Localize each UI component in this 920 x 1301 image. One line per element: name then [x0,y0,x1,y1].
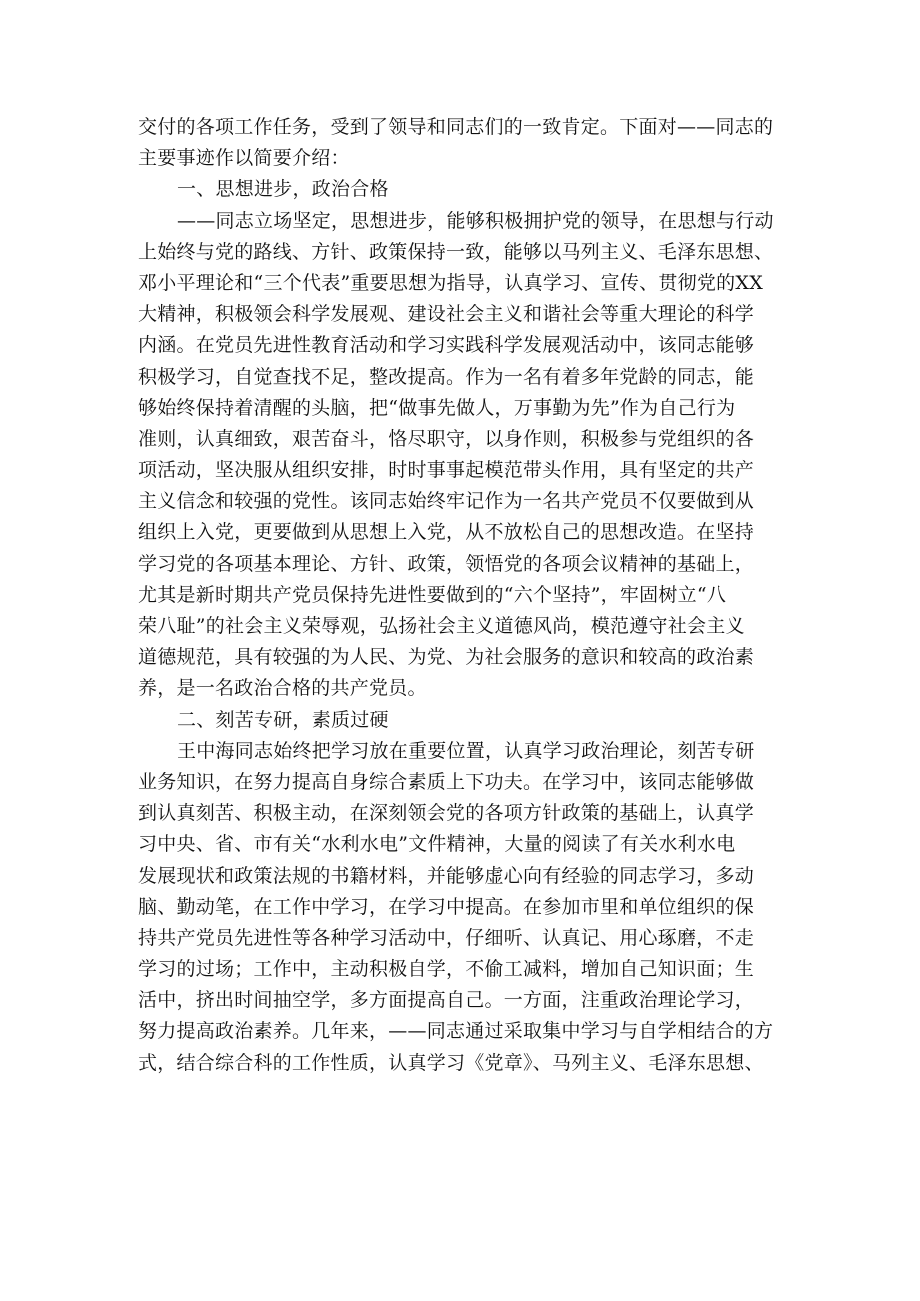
text-line: 内涵。在党员先进性教育活动和学习实践科学发展观活动中，该同志能够 [138,334,755,357]
text-line: 学习党的各项基本理论、方针、政策，领悟党的各项会议精神的基础上， [138,552,755,575]
text-line: 积极学习，自觉查找不足，整改提高。作为一名有着多年党龄的同志，能 [138,365,755,388]
text-line: 够始终保持着清醒的头脑，把“做事先做人，万事勤为先”作为自己行为 [138,396,736,419]
text-line: 养，是一名政治合格的共产党员。 [138,677,427,700]
text-line: 主义信念和较强的党性。该同志始终牢记作为一名共产党员不仅要做到从 [138,490,755,513]
paragraph-start: 王中海同志始终把学习放在重要位置，认真学习政治理论，刻苦专研 [177,739,755,762]
text-line: 到认真刻苦、积极主动，在深刻领会党的各项方针政策的基础上，认真学 [138,802,755,825]
text-line: 脑、勤动笔，在工作中学习，在学习中提高。在参加市里和单位组织的保 [138,895,755,918]
text-line: 大精神，积极领会科学发展观、建设社会主义和谐社会等重大理论的科学 [138,303,755,326]
text-line: 交付的各项工作任务，受到了领导和同志们的一致肯定。下面对——同志的 [138,116,774,138]
text-line: 努力提高政治素养。几年来，——同志通过采取集中学习与自学相结合的方 [138,1020,774,1043]
text-line: 学习的过场；工作中，主动积极自学，不偷工减料，增加自己知识面；生 [138,958,755,981]
text-line: 项活动，坚决服从组织安排，时时事事起模范带头作用，具有坚定的共产 [138,459,755,482]
section-heading-1: 一、思想进步，政治合格 [177,178,389,201]
section-heading-2: 二、刻苦专研，素质过硬 [177,708,389,731]
text-line: 荣八耻”的社会主义荣辱观，弘扬社会主义道德风尚，模范遵守社会主义 [138,615,745,637]
paragraph-start: ——同志立场坚定，思想进步，能够积极拥护党的领导，在思想与行动 [177,209,774,232]
text-line: 上始终与党的路线、方针、政策保持一致，能够以马列主义、毛泽东思想、 [138,240,774,263]
text-line: 道德规范，具有较强的为人民、为党、为社会服务的意识和较高的政治素 [138,646,755,669]
text-line: 业务知识，在努力提高自身综合素质上下功夫。在学习中，该同志能够做 [138,770,755,793]
text-line: 尤其是新时期共产党员保持先进性要做到的“六个坚持”，牢固树立“八 [138,583,727,606]
text-line: 发展现状和政策法规的书籍材料，并能够虚心向有经验的同志学习，多动 [138,864,755,887]
text-line: 主要事迹作以简要介绍： [138,147,350,170]
text-line: 活中，挤出时间抽空学，多方面提高自己。一方面，注重政治理论学习， [138,989,755,1012]
text-line: 持共产党员先进性等各种学习活动中，仔细听、认真记、用心琢磨，不走 [138,926,755,949]
text-line: 组织上入党，更要做到从思想上入党，从不放松自己的思想改造。在坚持 [138,521,755,544]
text-line: 习中央、省、市有关“水利水电”文件精神，大量的阅读了有关水利水电 [138,833,736,856]
text-line: 邓小平理论和“三个代表”重要思想为指导，认真学习、宣传、贯彻党的XX [138,271,763,294]
text-line: 准则，认真细致，艰苦奋斗，恪尽职守，以身作则，积极参与党组织的各 [138,427,755,450]
text-line: 式，结合综合科的工作性质，认真学习《党章》、马列主义、毛泽东思想、 [138,1051,764,1074]
document-body [138,112,788,1079]
